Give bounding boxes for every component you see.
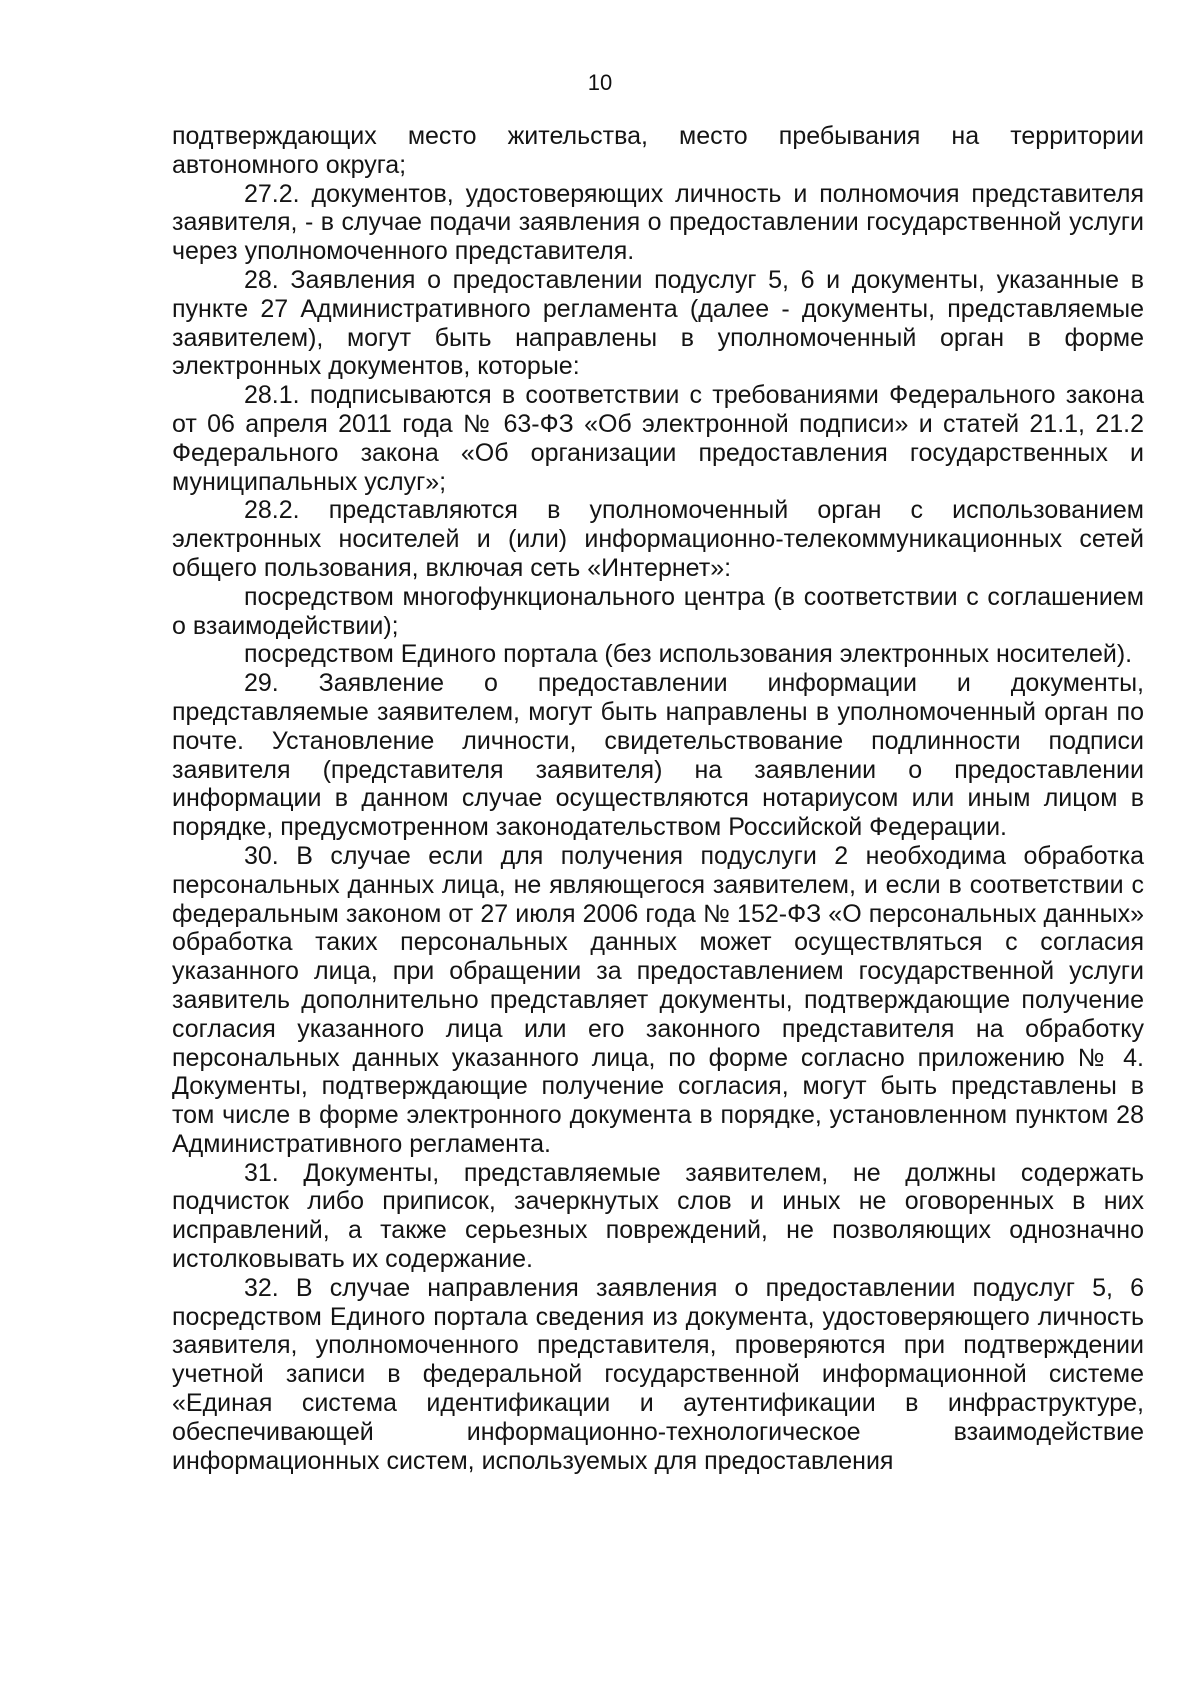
paragraph-28-1: 28.1. подписываются в соответствии с требованиями Федерального закона от 06 апреля 2011 года № 63-ФЗ «Об электронной подписи» и статей 21.1, 21.2 Федерального закона «Об организации предоставления государственных и муниципальных услуг»;	[172, 381, 1144, 496]
paragraph-28: 28. Заявления о предоставлении подуслуг 5, 6 и документы, указанные в пункте 27 Административного регламента (далее - документы, представляемые заявителем), могут быть направлены в уполномоченный орган в форме электронных документов, которые:	[172, 265, 1144, 381]
paragraph-mfc: посредством многофункционального центра (в соответствии с соглашением о взаимодействии);	[172, 582, 1144, 640]
paragraph-29: 29. Заявление о предоставлении информации и документы, представляемые заявителем, могут быть направлены в уполномоченный орган по почте. Установление личности, свидетельствование подлинности подписи заявителя (представителя заявителя) на заявлении о предоставлении информации в данном случае осуществляются нотариусом или иным лицом в порядке, предусмотренном законодательством Российской Федерации.	[172, 669, 1144, 842]
paragraph-continued: подтверждающих место жительства, место пребывания на территории автономного округа;	[172, 122, 1144, 179]
paragraph-31: 31. Документы, представляемые заявителем, не должны содержать подчисток либо приписок, зачеркнутых слов и иных не оговоренных в них исправлений, а также серьезных повреждений, не позволяющих однозначно истолковывать их содержание.	[172, 1158, 1144, 1274]
paragraph-27-2: 27.2. документов, удостоверяющих личность и полномочия представителя заявителя, - в случае подачи заявления о предоставлении государственной услуги через уполномоченного представителя.	[172, 179, 1144, 266]
paragraph-portal: посредством Единого портала (без использования электронных носителей).	[244, 640, 1133, 669]
paragraph-32: 32. В случае направления заявления о предоставлении подуслуг 5, 6 посредством Единого портала сведения из документа, удостоверяющего личность заявителя, уполномоченного представителя, проверяются при подтверждении учетной записи в федеральной государственной информационной системе «Единая система идентификации и аутентификации в инфраструктуре, обеспечивающей информационно-технологическое взаимодействие информационных систем, используемых для предоставления	[172, 1273, 1144, 1475]
paragraph-28-2: 28.2. представляются в уполномоченный орган с использованием электронных носителей и (или) информационно-телекоммуникационных сетей общего пользования, включая сеть «Интернет»:	[172, 496, 1144, 582]
document-body	[172, 122, 1144, 1475]
paragraph-30: 30. В случае если для получения подуслуги 2 необходима обработка персональных данных лица, не являющегося заявителем, и если в соответствии с федеральным законом от 27 июля 2006 года № 152-ФЗ «О персональных данных» обработка таких персональных данных может осуществляться с согласия указанного лица, при обращении за предоставлением государственной услуги заявитель дополнительно представляет документы, подтверждающие получение согласия указанного лица или его законного представителя на обработку персональных данных указанного лица, по форме согласно приложению № 4. Документы, подтверждающие получение согласия, могут быть представлены в том числе в форме электронного документа в порядке, установленном пунктом 28 Административного регламента.	[172, 841, 1144, 1158]
page-number: 10	[587, 70, 613, 95]
